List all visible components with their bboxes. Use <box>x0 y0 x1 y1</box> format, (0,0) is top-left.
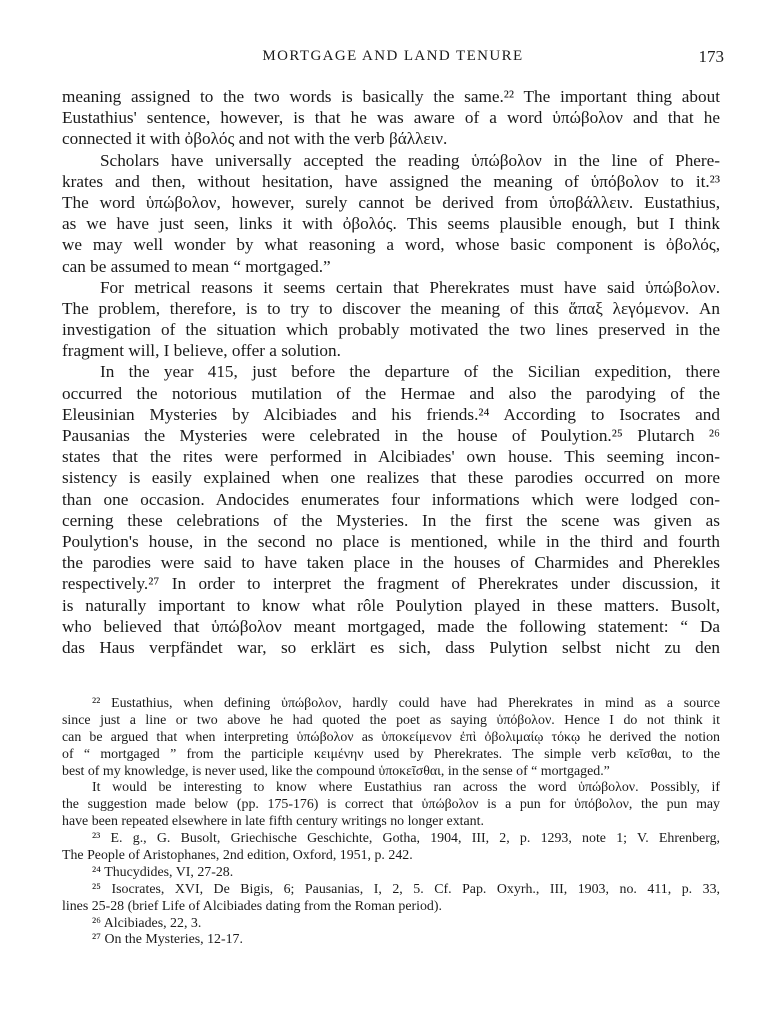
footnote-line: lines 25-28 (brief Life of Alcibiades dating from the Roman period). <box>62 898 442 914</box>
body-line: krates and then, without hesitation, have assigned the meaning of ὑπόβολον to it.²³ <box>62 171 720 191</box>
body-line: is naturally important to know what rôle Poulytion played in these matters. Busolt, <box>62 595 720 615</box>
body-line: investigation of the situation which probably motivated the two lines preserved in the <box>62 320 720 340</box>
body-line: can be assumed to mean “ mortgaged.” <box>62 256 331 276</box>
body-line: we may well wonder by what reasoning a word, whose basic component is ὀβολός, <box>62 235 720 255</box>
body-line: Eustathius' sentence, however, is that he was aware of a word ὑπώβολον and that he <box>62 108 720 128</box>
running-title: MORTGAGE AND LAND TENURE <box>262 48 524 64</box>
body-line: cerning these celebrations of the Mysteries. In the first the scene was given as <box>62 510 720 530</box>
body-line: Poulytion's house, in the second no place is mentioned, while in the third and fourth <box>62 531 720 551</box>
body-line: meaning assigned to the two words is basically the same.²² The important thing about <box>62 87 720 106</box>
footnote-line: ²⁵ Isocrates, XVI, De Bigis, 6; Pausanias, I, 2, 5. Cf. Pap. Oxyrh., III, 1903, no. 411, p. 33, <box>92 881 720 897</box>
body-line: than one occasion. Andocides enumerates four informations which were lodged con- <box>62 489 720 509</box>
body-line: occurred the notorious mutilation of the Hermae and also the parodying of the <box>62 383 720 403</box>
body-line: In the year 415, just before the departure of the Sicilian expedition, there <box>100 362 720 382</box>
body-line: das Haus verpfändet war, so erklärt es sich, dass Pulytion selbst nicht zu den <box>62 637 720 657</box>
footnote-line: best of my knowledge, is never used, like the compound ὑποκεῖσθαι, in the sense of “ mortgaged.” <box>62 763 610 779</box>
body-line: Eleusinian Mysteries by Alcibiades and his friends.²⁴ According to Isocrates and <box>62 404 720 424</box>
footnote-line: ²³ E. g., G. Busolt, Griechische Geschichte, Gotha, 1904, III, 2, p. 1293, note 1; V. Ehrenberg, <box>92 831 720 847</box>
body-line: as we have just seen, links it with ὀβολός. This seems plausible enough, but I think <box>62 214 720 234</box>
body-line: sistency is easily explained when one realizes that these parodies occurred on more <box>62 468 720 488</box>
footnote-line: can be argued that when interpreting ὑπώβολον as ὑποκείμενον ἐπὶ ὀβολιμαίῳ τόκῳ he derived the notion <box>62 729 720 745</box>
body-line: who believed that ὑπώβολον meant mortgaged, made the following statement: “ Da <box>62 616 720 636</box>
body-line: the parodies were said to have taken place in the houses of Charmides and Pherekles <box>62 553 720 573</box>
body-text <box>62 86 720 658</box>
body-line: Scholars have universally accepted the reading ὑπώβολον in the line of Phere- <box>100 150 720 170</box>
footnote-line: ²² Eustathius, when defining ὑπώβολον, hardly could have had Pherekrates in mind as a source <box>92 696 720 711</box>
body-line: For metrical reasons it seems certain that Pherekrates must have said ὑπώβολον. <box>100 277 720 297</box>
body-line: respectively.²⁷ In order to interpret the fragment of Pherekrates under discussion, it <box>62 574 720 594</box>
body-line: states that the rites were performed in Alcibiades' own house. This seeming incon- <box>62 447 720 467</box>
footnotes <box>62 696 720 949</box>
body-line: The word ὑπώβολον, however, surely cannot be derived from ὑποβάλλειν. Eustathius, <box>62 192 720 212</box>
footnote-line: The People of Aristophanes, 2nd edition, Oxford, 1951, p. 242. <box>62 848 413 864</box>
body-line: The problem, therefore, is to try to discover the meaning of this ἅπαξ λεγόμενον. An <box>62 298 720 318</box>
footnote-line: the suggestion made below (pp. 175-176) is correct that ὑπώβολον is a pun for ὑπόβολον, the pun may <box>62 797 720 813</box>
footnote-line: have been repeated elsewhere in late fifth century writings no longer extant. <box>62 814 484 830</box>
body-line: Pausanias the Mysteries were celebrated in the house of Poulytion.²⁵ Plutarch ²⁶ <box>62 426 720 445</box>
footnote-line: It would be interesting to know where Eustathius ran across the word ὑπώβολον. Possibly, if <box>92 780 720 796</box>
body-line: fragment will, I believe, offer a solution. <box>62 341 341 361</box>
footnote-line: ²⁴ Thucydides, VI, 27-28. <box>92 864 234 880</box>
page-number: 173 <box>698 47 724 66</box>
footnote-line: ²⁶ Alcibiades, 22, 3. <box>92 915 202 931</box>
running-head <box>62 44 724 70</box>
footnote-line: ²⁷ On the Mysteries, 12-17. <box>92 932 243 948</box>
body-line: connected it with ὀβολός and not with the verb βάλλειν. <box>62 129 448 149</box>
footnote-line: since just a line or two above he had quoted the poet as saying ὑπόβολον. Hence I do not think it <box>62 712 720 728</box>
footnote-line: of “ mortgaged ” from the participle κειμένην used by Pherekrates. The simple verb κεῖσθαι, to the <box>62 746 720 762</box>
